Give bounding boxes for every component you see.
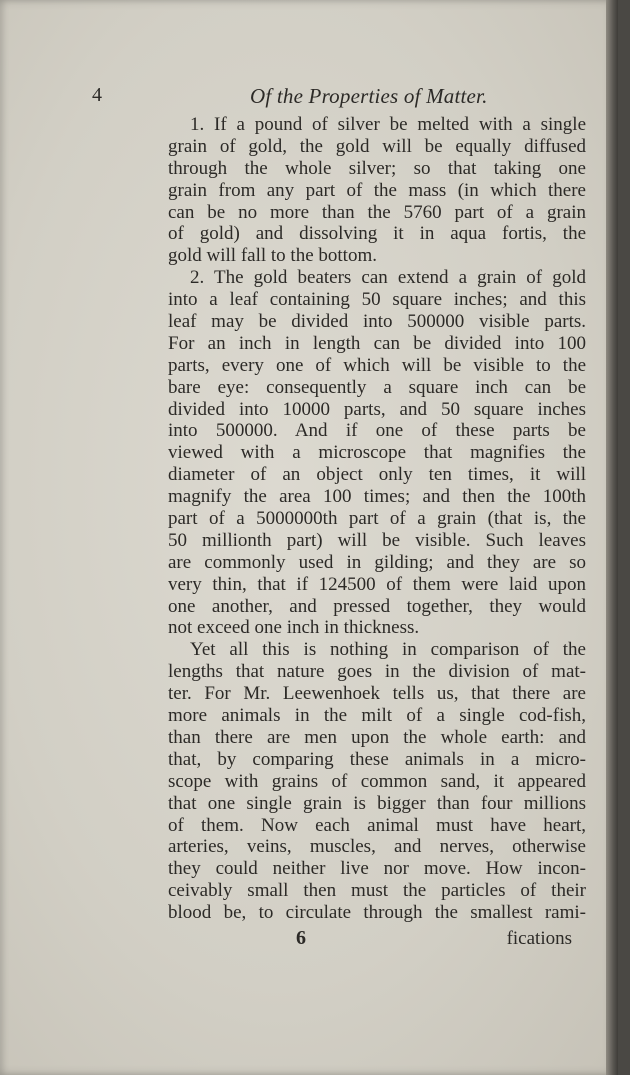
text-line: 2. The gold beaters can extend a grain of gold: [190, 267, 586, 289]
text-line: grain of gold, the gold will be equally diffused: [168, 135, 586, 157]
text-line: Yet all this is nothing in comparison of the: [190, 639, 586, 661]
body-text: [168, 114, 586, 924]
text-line: blood be, to circulate through the smallest rami-: [168, 902, 586, 924]
text-line: of them. Now each animal must have heart,: [168, 814, 586, 836]
text-line: bare eye: consequently a square inch can be: [168, 376, 586, 398]
running-title: Of the Properties of Matter.: [250, 84, 488, 108]
text-line: viewed with a microscope that magnifies the: [168, 442, 586, 464]
text-line: part of a 5000000th part of a grain (that is, the: [168, 508, 586, 530]
text-line: arteries, veins, muscles, and nerves, otherwise: [168, 836, 586, 858]
text-line: parts, every one of which will be visible to the: [168, 354, 586, 376]
text-line: leaf may be divided into 500000 visible parts.: [168, 311, 586, 333]
text-line: can be no more than the 5760 part of a grain: [168, 201, 586, 223]
text-line: more animals in the milt of a single cod-fish,: [168, 705, 586, 727]
text-line: 1. If a pound of silver be melted with a single: [190, 114, 586, 135]
catchword: fications: [506, 928, 572, 949]
text-line: than there are men upon the whole earth: and: [168, 726, 586, 748]
text-line: not exceed one inch in thickness.: [168, 617, 420, 639]
text-line: divided into 10000 parts, and 50 square inches: [168, 398, 586, 420]
text-line: very thin, that if 124500 of them were laid upon: [168, 573, 586, 595]
text-line: into a leaf containing 50 square inches; and this: [168, 289, 586, 311]
text-line: lengths that nature goes in the division of mat-: [168, 661, 586, 683]
text-line: ter. For Mr. Leewenhoek tells us, that there are: [168, 683, 586, 705]
text-line: of gold) and dissolving it in aqua fortis, the: [168, 223, 586, 245]
text-line: magnify the area 100 times; and then the 100th: [168, 486, 586, 508]
text-line: ceivably small then must the particles of their: [168, 880, 586, 902]
text-line: into 500000. And if one of these parts be: [168, 420, 586, 442]
page-number: 4: [92, 84, 102, 106]
text-line: diameter of an object only ten times, it will: [168, 464, 586, 486]
text-line: gold will fall to the bottom.: [168, 245, 377, 267]
text-line: 50 millionth part) will be visible. Such leaves: [168, 529, 586, 551]
text-line: are commonly used in gilding; and they are so: [168, 551, 586, 573]
text-line: scope with grains of common sand, it appeared: [168, 770, 586, 792]
text-line: grain from any part of the mass (in which there: [168, 179, 586, 201]
text-line: that, by comparing these animals in a micro-: [168, 748, 586, 770]
text-line: one another, and pressed together, they would: [168, 595, 586, 617]
text-line: through the whole silver; so that taking one: [168, 157, 586, 179]
page-edge-shadow: [606, 0, 618, 1075]
text-line: they could neither live nor move. How incon-: [168, 858, 586, 880]
text-line: that one single grain is bigger than four millions: [168, 792, 586, 814]
signature-mark: 6: [296, 927, 306, 949]
text-line: For an inch in length can be divided into 100: [168, 332, 586, 354]
